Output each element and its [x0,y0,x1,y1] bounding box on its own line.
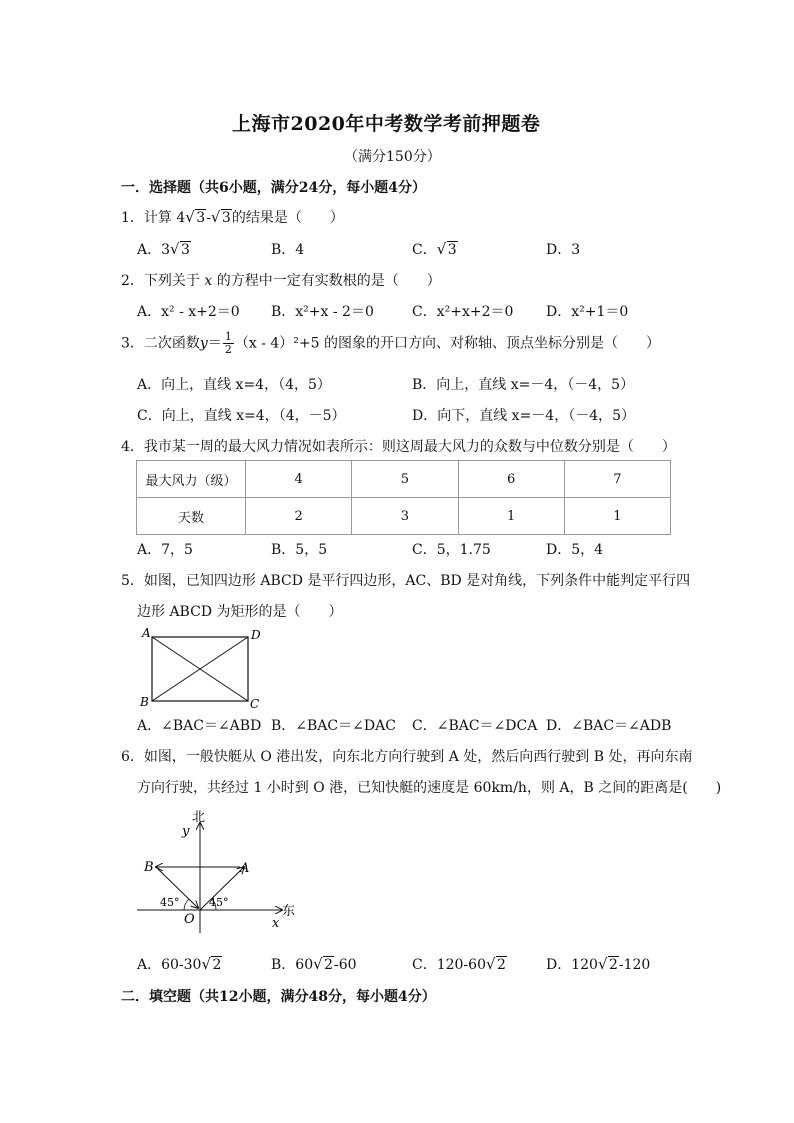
label-y: y [182,824,190,839]
q2-option-a: A．x² - x+2＝0 [137,304,240,320]
label-d: D [251,628,261,642]
q4-option-c: C．5，1.75 [412,542,491,558]
q5-option-a: A．∠BAC＝∠ABD [137,718,262,734]
label-a: A [240,861,250,876]
q1-option-a: A．3√ 3 [137,239,191,259]
q4-option-a: A．7，5 [137,542,193,558]
question-5-stem-line1: 5．如图，已知四边形 ABCD 是平行四边形，AC、BD 是对角线，下列条件中能判定平行四 [121,573,691,589]
label-o: O [184,912,195,927]
angle-arc-left [184,899,189,910]
fraction: $\frac{1}{2}$ [224,330,232,356]
angle-label-right: 45° [209,896,229,909]
wind-table [136,460,671,535]
table-cell: 6 [458,461,564,498]
q2-option-d: D．x²+1＝0 [546,304,629,320]
q4-option-b: B．5，5 [271,542,328,558]
table-cell: 4 [246,461,352,498]
table-cell: 2 [246,498,352,535]
question-5-stem-line2: 边形 ABCD 为矩形的是（ ） [137,604,343,620]
q3-option-b: B．向上，直线 x=－4，（－4，5） [412,377,635,393]
q5-option-d: D．∠BAC＝∠ADB [546,718,672,734]
question-6-stem-line1: 6．如图，一般快艇从 O 港出发，向东北方向行驶到 A 处，然后向西行驶到 B 处，再向东南 [121,749,693,765]
label-b: B [140,695,149,709]
table-cell: 最大风力（级） [137,461,246,498]
label-c: C [250,697,260,711]
q1-stem-b: - [206,210,211,226]
sqrt-symbol: √ 3 [212,210,232,226]
q2-option-b: B．x²+x - 2＝0 [271,304,374,320]
q4-option-d: D．5，4 [546,542,604,558]
section-heading-choice: 一．选择题（共6小题，满分24分，每小题4分） [121,180,426,196]
q5-option-b: B．∠BAC＝∠DAC [271,718,396,734]
section-heading-fill-in: 二．填空题（共12小题，满分48分，每小题4分） [121,989,436,1005]
label-a: A [142,626,151,640]
q6-option-a: A．60-30√ 2 [137,954,222,974]
q6-option-b: B．60√ 2-60 [271,954,357,974]
sqrt-symbol: √ 3 [186,210,206,226]
table-row [137,498,671,535]
table-cell: 1 [458,498,564,535]
label-east: 东 [282,904,296,919]
q3-option-d: D．向下，直线 x=－4，（－4，5） [412,408,636,424]
q1-stem-a: 1．计算 4 [121,210,186,226]
label-b: B [144,860,154,875]
question-6-stem-line2: 方向行驶，共经过 1 小时到 O 港，已知快艇的速度是 60km/h，则 A，B 之间的距离是( ) [137,780,722,796]
q6-option-d: D．120√ 2-120 [546,954,650,974]
q1-option-b: B．4 [271,242,305,258]
table-cell: 天数 [137,498,246,535]
q6-option-c: C．120-60√ 2 [412,954,507,974]
q1-option-c: C．√ 3 [412,239,458,259]
question-3-stem: 3．二次函数y＝ $\frac{1}{2}$ （x - 4）²+5 的图象的开口方向、对称轴、顶点坐标分别是（ ） [121,330,660,356]
q3-option-a: A．向上，直线 x=4，（4，5） [137,377,331,393]
table-cell: 5 [352,461,458,498]
q1-option-d: D．3 [546,242,581,258]
table-cell: 1 [564,498,670,535]
question-4-stem: 4．我市某一周的最大风力情况如表所示：则这周最大风力的众数与中位数分别是（ ） [121,439,676,455]
page-subtitle: （满分150分） [344,149,441,165]
table-cell: 3 [352,498,458,535]
parallelogram-figure [132,622,272,712]
boat-route-figure [132,805,307,935]
q2-option-c: C．x²+x+2＝0 [412,304,514,320]
question-2-stem: 2．下列关于 x 的方程中一定有实数根的是（ ） [121,273,441,289]
q5-option-c: C．∠BAC＝∠DCA [412,718,538,734]
q3-option-c: C．向上，直线 x=4，（4，－5） [137,408,346,424]
table-row [137,461,671,498]
page-title: 上海市2020年中考数学考前押题卷 [232,113,541,135]
angle-label-left: 45° [160,896,180,909]
label-x: x [272,916,280,931]
question-1-stem [121,207,344,227]
q1-stem-c: 的结果是（ ） [231,210,344,226]
table-cell: 7 [564,461,670,498]
label-north: 北 [192,810,206,825]
